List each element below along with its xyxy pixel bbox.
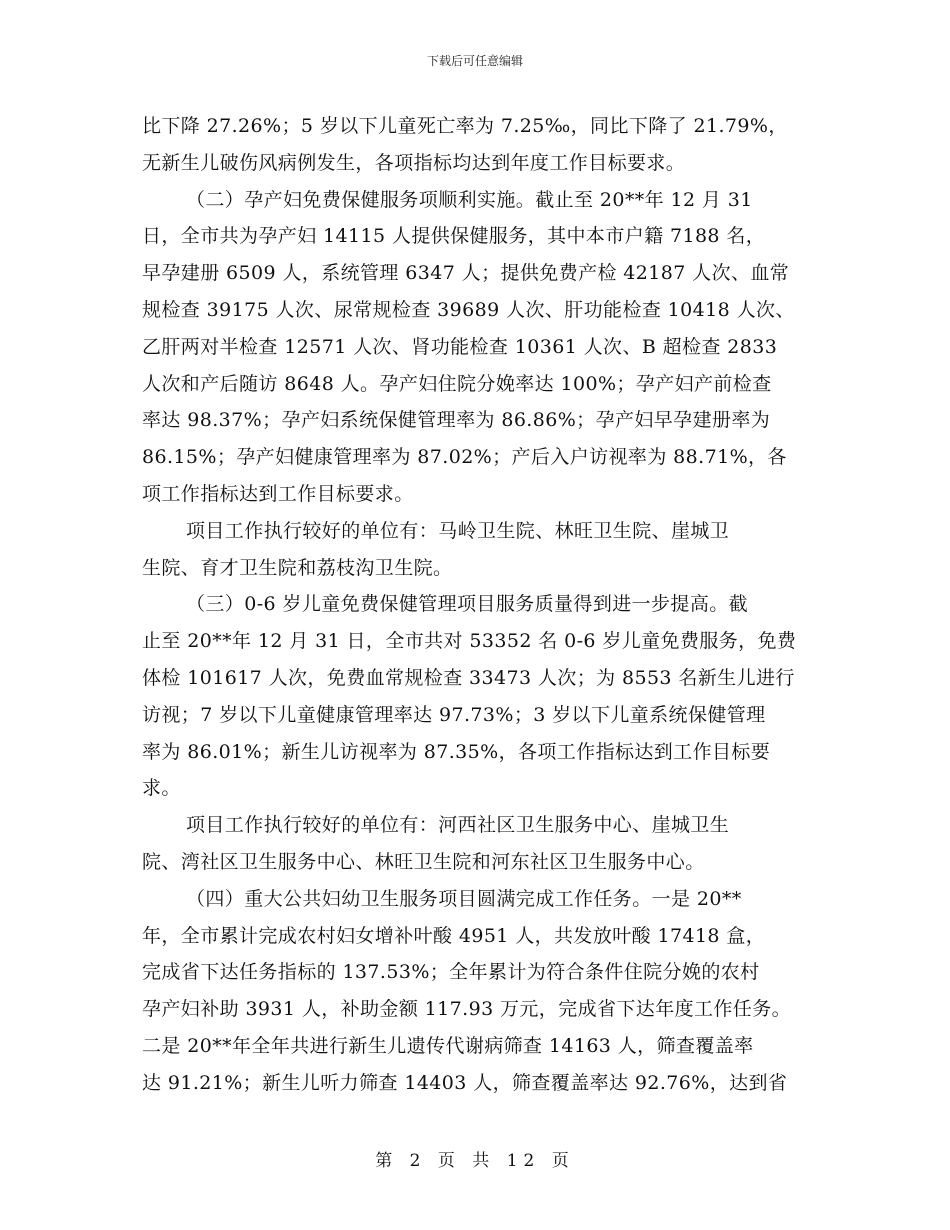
text-line: 止至 20**年 12 月 31 日，全市共对 53352 名 0-6 岁儿童免费服务，免费 [142, 630, 797, 653]
text-line: 人次和产后随访 8648 人。孕产妇住院分娩率达 100%；孕产妇产前检查 [142, 372, 772, 395]
text-line: 年，全市累计完成农村妇女增补叶酸 4951 人，共发放叶酸 17418 盒， [142, 924, 766, 947]
text-line: 无新生儿破伤风病例发生，各项指标均达到年度工作目标要求。 [142, 151, 686, 174]
text-line: 率为 86.01%；新生儿访视率为 87.35%，各项工作指标达到工作目标要 [142, 740, 771, 763]
text-line: 体检 101617 人次，免费血常规检查 33473 人次；为 8553 名新生儿进行 [142, 666, 795, 689]
text-line: 项工作指标达到工作目标要求。 [142, 482, 414, 505]
text-line: 乙肝两对半检查 12571 人次、肾功能检查 10361 人次、B 超检查 2833 [142, 335, 778, 358]
text-line: 日，全市共为孕产妇 14115 人提供保健服务，其中本市户籍 7188 名， [142, 225, 766, 248]
section-heading-line: （四）重大公共妇幼卫生服务项目圆满完成工作任务。一是 20** [186, 887, 742, 910]
text-line: 规检查 39175 人次、尿常规检查 39689 人次、肝功能检查 10418 人次、 [142, 298, 795, 321]
text-line: 完成省下达任务指标的 137.53%；全年累计为符合条件住院分娩的农村 [142, 961, 760, 984]
text-line: 比下降 27.26%；5 岁以下儿童死亡率为 7.25‰，同比下降了 21.79%， [142, 115, 788, 137]
text-line: 生院、育才卫生院和荔枝沟卫生院。 [142, 556, 453, 579]
text-line: 求。 [142, 777, 181, 800]
document-body [142, 108, 810, 1102]
text-line: 86.15%；孕产妇健康管理率为 87.02%；产后入户访视率为 88.71%，各 [142, 446, 787, 469]
page-header-note: 下载后可任意编辑 [426, 54, 523, 68]
section-heading-line: （二）孕产妇免费保健服务项顺利实施。截止至 20**年 12 月 31 [186, 188, 753, 211]
text-line: 早孕建册 6509 人，系统管理 6347 人；提供免费产检 42187 人次、血常 [142, 262, 790, 285]
text-line: 访视；7 岁以下儿童健康管理率达 97.73%；3 岁以下儿童系统保健管理 [142, 703, 766, 726]
text-line: 率达 98.37%；孕产妇系统保健管理率为 86.86%；孕产妇早孕建册率为 [142, 409, 771, 432]
section-heading-line: （三）0-6 岁儿童免费保健管理项目服务质量得到进一步提高。截 [186, 593, 749, 616]
paragraph-start-line: 项目工作执行较好的单位有：河西社区卫生服务中心、崖城卫生 [186, 814, 730, 837]
text-line: 孕产妇补助 3931 人，补助金额 117.93 万元，完成省下达年度工作任务。 [142, 998, 791, 1021]
page-number-footer: 第 2 页 共 12 页 [375, 1151, 575, 1171]
text-line: 二是 20**年全年共进行新生儿遗传代谢病筛查 14163 人，筛查覆盖率 [142, 1034, 754, 1057]
text-line: 院、湾社区卫生服务中心、林旺卫生院和河东社区卫生服务中心。 [142, 850, 705, 873]
text-line: 达 91.21%；新生儿听力筛查 14403 人，筛查覆盖率达 92.76%，达到省 [142, 1071, 788, 1094]
paragraph-start-line: 项目工作执行较好的单位有：马岭卫生院、林旺卫生院、崖城卫 [186, 519, 730, 542]
